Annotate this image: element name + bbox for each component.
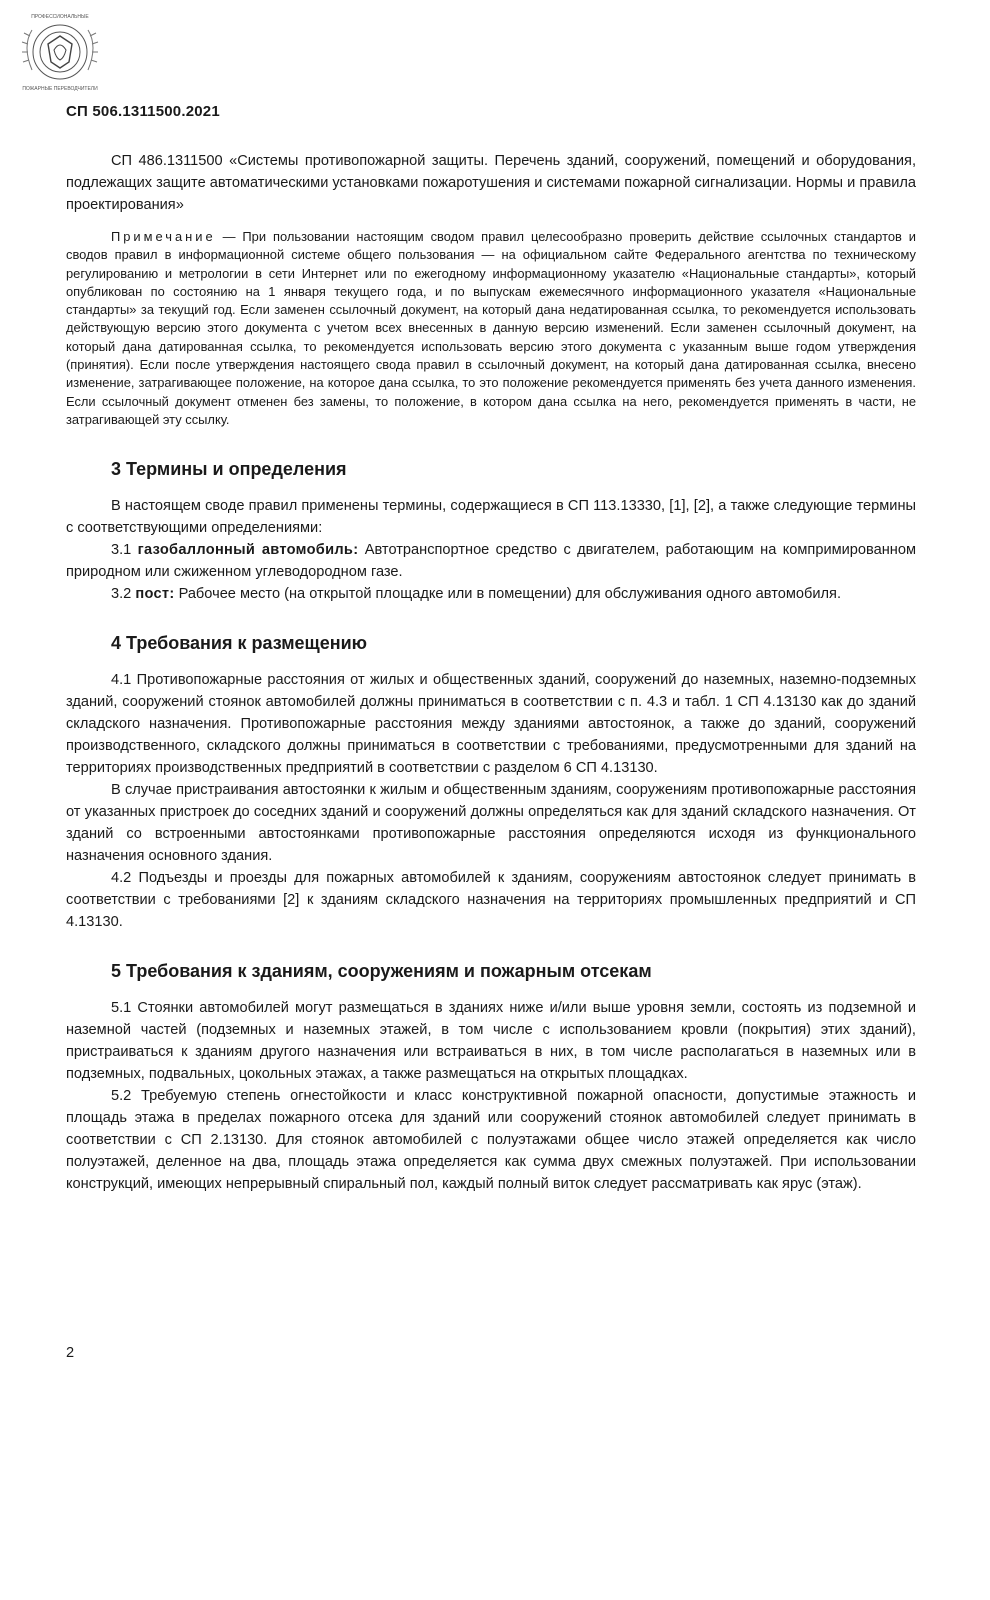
organization-logo-seal bbox=[14, 10, 112, 92]
clause-4-1: 4.1 Противопожарные расстояния от жилых и общественных зданий, сооружений до наземных, наземно-подземных зданий, сооружений стоянок автомобилей должны приниматься в соответствии с п. 4.3 и табл. 1 СП 4.13130 как до зданий складского назначения. Противопожарные расстояния между зданиями автостоянок, а также до зданий, сооружений производственного, складского должны приниматься в соответствии с требованиями, предусмотренными для зданий на территориях производственных предприятий в соответствии с разделом 6 СП 4.13130. bbox=[66, 672, 916, 777]
svg-text:ПОЖАРНЫЕ ПЕРЕВОДЧИТЕЛИ: ПОЖАРНЫЕ ПЕРЕВОДЧИТЕЛИ bbox=[22, 86, 98, 92]
document-code-header: СП 506.1311500.2021 bbox=[66, 103, 220, 120]
page-number: 2 bbox=[66, 1345, 75, 1361]
term-3-1-name: газобаллонный автомобиль: bbox=[137, 542, 359, 559]
term-3-2-name: пост: bbox=[135, 586, 175, 603]
term-3-1-number: 3.1 bbox=[111, 542, 138, 559]
section-4-title: 4 Требования к размещению bbox=[111, 633, 368, 654]
clause-5-1: 5.1 Стоянки автомобилей могут размещаться в зданиях ниже и/или выше уровня земли, состоять из подземной и наземной частей (подземных и наземных этажей, в том числе с использованием кровли (покрытия) этих зданий), пристраиваться к зданиям другого назначения или встраиваться в них, в том числе располагаться в наземных или в подземных, подвальных, цокольных этажах, а также размещаться на открытых площадках. bbox=[66, 1000, 916, 1083]
note-paragraph bbox=[66, 228, 916, 429]
term-3-2 bbox=[66, 583, 916, 605]
note-text: — При пользовании настоящим сводом правил целесообразно проверить действие ссылочных стандартов и сводов правил в информационной системе общего пользования — на официальном сайте Федерального агентства по техническому регулированию и метрологии в сети Интернет или по ежегодному информационному указателю «Национальные стандарты», который опубликован по состоянию на 1 января текущего года, и по выпускам ежемесячного информационного указателя «Национальные стандарты» за текущий год. Если заменен ссылочный документ, на который дана недатированная ссылка, то рекомендуется использовать действующую версию этого документа с учетом всех внесенных в данную версию изменений. Если заменен ссылочный документ, на который дана датированная ссылка, то рекомендуется использовать версию этого документа с указанным выше годом утверждения (принятия). Если после утверждения настоящего свода правил в ссылочный документ, на который дана датированная ссылка, внесено изменение, затрагивающее положение, на которое дана ссылка, то это положение рекомендуется применять без учета данного изменения. Если ссылочный документ отменен без замены, то положение, в котором дана ссылка на него, рекомендуется применять в части, не затрагивающей эту ссылку. bbox=[66, 229, 916, 427]
reference-sp486: СП 486.1311500 «Системы противопожарной защиты. Перечень зданий, сооружений, помещений и оборудования, подлежащих защите автоматическими установками пожаротушения и системами пожарной сигнализации. Нормы и правила проектирования» bbox=[66, 153, 916, 213]
term-3-2-number: 3.2 bbox=[111, 586, 136, 603]
clause-4-1-continued: В случае пристраивания автостоянки к жилым и общественным зданиям, сооружениям противопожарные расстояния от указанных пристроек до соседних зданий и сооружений должны определяться как для зданий складского назначения. От зданий со встроенными автостоянками противопожарные расстояния определяются исходя из функционального назначения основного здания. bbox=[66, 782, 916, 865]
term-3-1 bbox=[66, 539, 916, 583]
clause-4-2: 4.2 Подъезды и проезды для пожарных автомобилей к зданиям, сооружениям автостоянок следует принимать в соответствии с требованиями [2] к зданиям складского назначения на территориях промышленных предприятий и СП 4.13130. bbox=[66, 870, 916, 931]
document-body bbox=[66, 150, 916, 1195]
section-3-title: 3 Термины и определения bbox=[111, 459, 347, 480]
section-3-intro: В настоящем своде правил применены термины, содержащиеся в СП 113.13330, [1], [2], а также следующие термины с соответствующими определениями: bbox=[66, 498, 916, 537]
term-3-1-definition: Автотранспортное средство с двигателем, работающим на компримированном природном или сжиженном углеводородном газе. bbox=[66, 542, 916, 581]
term-3-2-definition: Рабочее место (на открытой площадке или в помещении) для обслуживания одного автомобиля. bbox=[174, 586, 842, 603]
clause-5-2: 5.2 Требуемую степень огнестойкости и класс конструктивной пожарной опасности, допустимые этажность и площадь этажа в пределах пожарного отсека для зданий или сооружений стоянок автомобилей следует принимать в соответствии с СП 2.13130. Для стоянок автомобилей с полуэтажами общее число этажей определяется как число полуэтажей, деленное на два, площадь этажа определяется как сумма двух смежных полуэтажей. При использовании конструкций, имеющих непрерывный спиральный пол, каждый полный виток следует рассматривать как ярус (этаж). bbox=[66, 1088, 916, 1193]
section-5-title: 5 Требования к зданиям, сооружениям и пожарным отсекам bbox=[111, 961, 652, 982]
note-label: Примечание bbox=[111, 229, 216, 244]
svg-text:ПРОФЕССИОНАЛЬНЫЕ: ПРОФЕССИОНАЛЬНЫЕ bbox=[31, 14, 89, 20]
